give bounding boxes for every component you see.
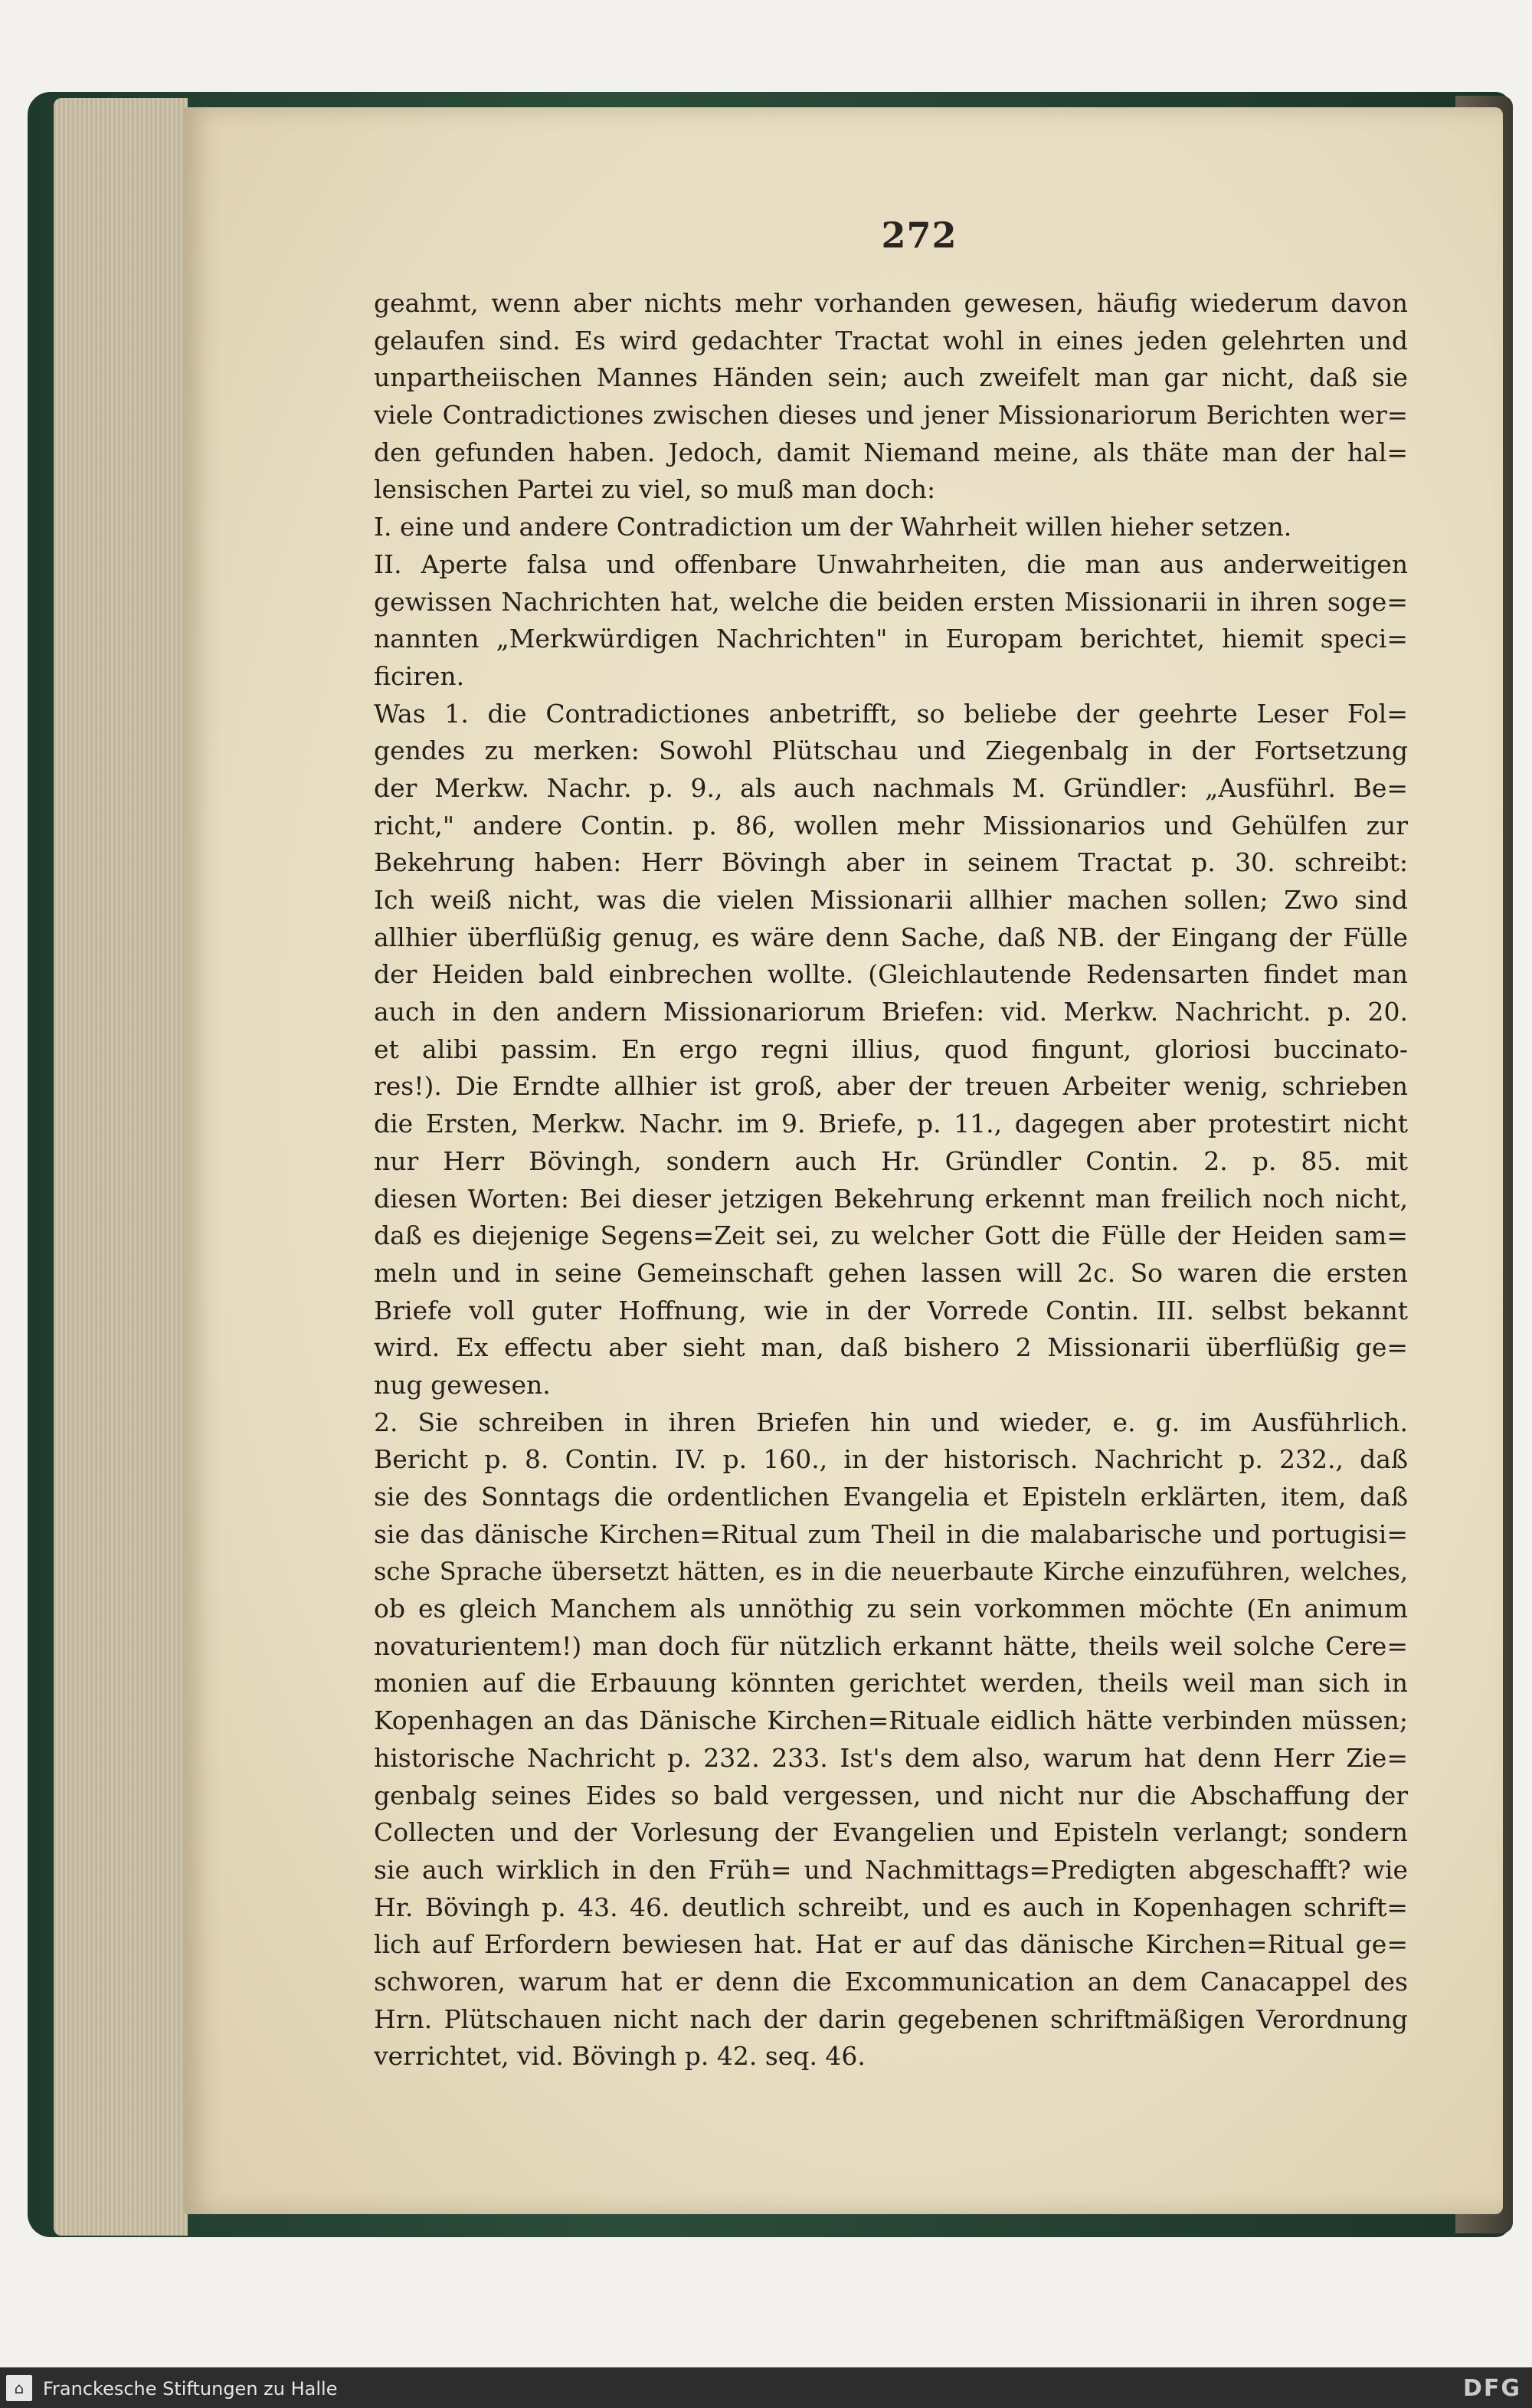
text-line: res!). Die Erndte allhier ist groß, aber der treuen Arbeiter wenig, schrieben xyxy=(374,1071,1408,1102)
text-line: sche Sprache übersetzt hätten, es in die neuerbaute Kirche einzuführen, welches, xyxy=(374,1557,1408,1587)
footer-institution[interactable]: Franckesche Stiftungen zu Halle xyxy=(43,2378,338,2400)
text-line: geahmt, wenn aber nichts mehr vorhanden gewesen, häufig wiederum davon xyxy=(374,288,1408,318)
text-line: ob es gleich Manchem als unnöthig zu sein vorkommen möchte (En animum xyxy=(374,1594,1408,1624)
text-line: Hrn. Plütschauen nicht nach der darin gegebenen schriftmäßigen Verordnung xyxy=(374,2003,1408,2034)
text-line: sie auch wirklich in den Früh= und Nachmittags=Predigten abgeschafft? wie xyxy=(374,1854,1408,1885)
text-line: Hr. Bövingh p. 43. 46. deutlich schreibt, und es auch in Kopenhagen schrift= xyxy=(374,1892,1408,1922)
text-line: wird. Ex effectu aber sieht man, daß bishero 2 Missionarii überflüßig ge= xyxy=(374,1332,1408,1363)
text-line: novaturientem!) man doch für nützlich erkannt hätte, theils weil solche Cere= xyxy=(374,1630,1408,1661)
text-line: auch in den andern Missionariorum Briefen: vid. Merkw. Nachricht. p. 20. xyxy=(374,997,1408,1027)
text-line: daß es diejenige Segens=Zeit sei, zu welcher Gott die Fülle der Heiden sam= xyxy=(374,1220,1408,1251)
text-line: nannten „Merkwürdigen Nachrichten" in Europam berichtet, hiemit speci= xyxy=(374,624,1408,654)
text-line: 2. Sie schreiben in ihren Briefen hin und wieder, e. g. im Ausführlich. xyxy=(374,1407,1408,1437)
text-line: der Heiden bald einbrechen wollte. (Gleichlautende Redensarten findet man xyxy=(374,959,1408,990)
text-line: lensischen Partei zu viel, so muß man doch: xyxy=(374,474,936,505)
text-line: allhier überflüßig genug, es wäre denn Sache, daß NB. der Eingang der Fülle xyxy=(374,922,1408,952)
text-line: nug gewesen. xyxy=(374,1369,551,1400)
text-line: Briefe voll guter Hoffnung, wie in der Vorrede Contin. III. selbst bekannt xyxy=(374,1295,1408,1325)
text-line: I. eine und andere Contradiction um der Wahrheit willen hieher setzen. xyxy=(374,512,1292,542)
text-line: den gefunden haben. Jedoch, damit Niemand meine, als thäte man der hal= xyxy=(374,437,1408,467)
text-line: die Ersten, Merkw. Nachr. im 9. Briefe, p. 11., dagegen aber protestirt nicht xyxy=(374,1109,1408,1139)
text-line: Ich weiß nicht, was die vielen Missionarii allhier machen sollen; Zwo sind xyxy=(374,885,1408,915)
dfg-logo: DFG xyxy=(1462,2375,1521,2402)
text-line: genbalg seines Eides so bald vergessen, und nicht nur die Abschaffung der xyxy=(374,1780,1408,1810)
text-line: historische Nachricht p. 232. 233. Ist's dem also, warum hat denn Herr Zie= xyxy=(374,1742,1408,1773)
text-line: der Merkw. Nachr. p. 9., als auch nachmals M. Gründler: „Ausführl. Be= xyxy=(374,772,1408,803)
text-line: nur Herr Bövingh, sondern auch Hr. Gründler Contin. 2. p. 85. mit xyxy=(374,1145,1408,1176)
text-line: schworen, warum hat er denn die Excommunication an dem Canacappel des xyxy=(374,1966,1408,1997)
page-edges xyxy=(54,98,188,2236)
text-line: gewissen Nachrichten hat, welche die beiden ersten Missionarii in ihren soge= xyxy=(374,586,1408,617)
page-number: 272 xyxy=(881,215,958,256)
text-line: Was 1. die Contradictiones anbetrifft, so beliebe der geehrte Leser Fol= xyxy=(374,698,1408,729)
page-text xyxy=(374,285,1408,2075)
text-line: gendes zu merken: Sowohl Plütschau und Ziegenbalg in der Fortsetzung xyxy=(374,736,1408,766)
text-line: verrichtet, vid. Bövingh p. 42. seq. 46. xyxy=(374,2041,866,2072)
text-line: II. Aperte falsa und offenbare Unwahrheiten, die man aus anderweitigen xyxy=(374,549,1408,579)
text-line: sie das dänische Kirchen=Ritual zum Theil in die malabarische und portugisi= xyxy=(374,1519,1408,1549)
text-line: meln und in seine Gemeinschaft gehen lassen will 2c. So waren die ersten xyxy=(374,1257,1408,1288)
text-line: Kopenhagen an das Dänische Kirchen=Rituale eidlich hätte verbinden müssen; xyxy=(374,1705,1408,1736)
text-line: gelaufen sind. Es wird gedachter Tractat wohl in eines jeden gelehrten und xyxy=(374,325,1408,355)
text-line: richt," andere Contin. p. 86, wollen mehr Missionarios und Gehülfen zur xyxy=(374,810,1408,840)
text-line: Collecten und der Vorlesung der Evangelien und Episteln verlangt; sondern xyxy=(374,1817,1408,1848)
text-line: et alibi passim. En ergo regni illius, quod fingunt, gloriosi buccinato- xyxy=(374,1034,1408,1064)
foundation-logo-icon: ⌂ xyxy=(6,2375,32,2401)
text-line: ficiren. xyxy=(374,660,465,691)
text-line: Bericht p. 8. Contin. IV. p. 160., in der historisch. Nachricht p. 232., daß xyxy=(374,1444,1408,1475)
text-line: lich auf Erfordern bewiesen hat. Hat er auf das dänische Kirchen=Ritual ge= xyxy=(374,1929,1408,1960)
text-line: sie des Sonntags die ordentlichen Evangelia et Episteln erklärten, item, daß xyxy=(374,1482,1408,1512)
viewer-footer xyxy=(0,2367,1532,2408)
text-line: viele Contradictiones zwischen dieses und jener Missionariorum Berichten wer= xyxy=(374,401,1408,431)
text-line: Bekehrung haben: Herr Bövingh aber in seinem Tractat p. 30. schreibt: xyxy=(374,847,1408,878)
text-line: monien auf die Erbauung könnten gerichtet werden, theils weil man sich in xyxy=(374,1668,1408,1699)
text-line: unpartheiischen Mannes Händen sein; auch zweifelt man gar nicht, daß sie xyxy=(374,362,1408,393)
text-line: diesen Worten: Bei dieser jetzigen Bekehrung erkennt man freilich noch nicht, xyxy=(374,1183,1408,1214)
